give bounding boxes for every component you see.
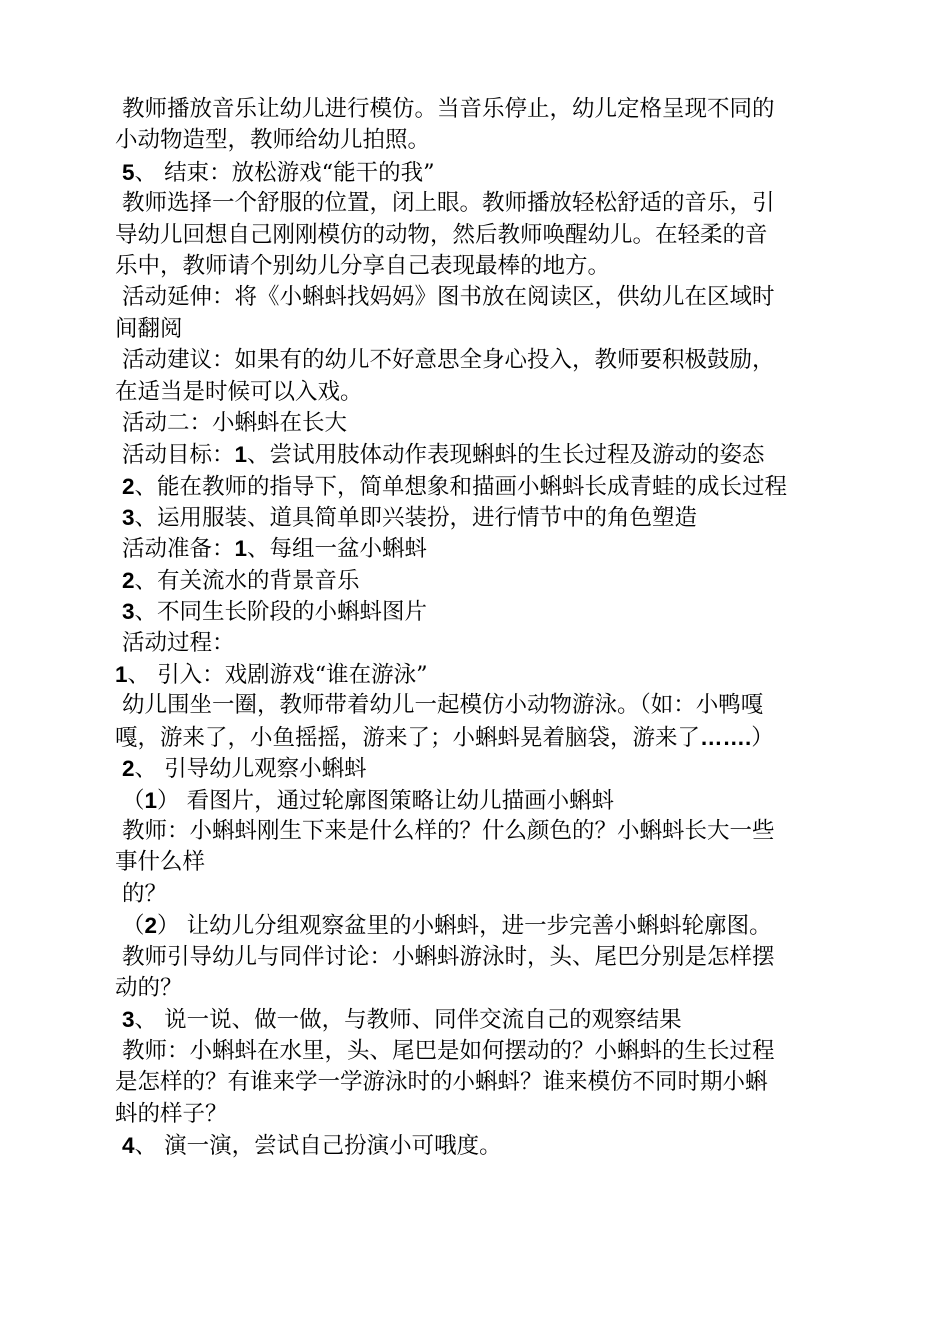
bold-numeral: 2 (122, 567, 135, 593)
text-line-l27: （2） 让幼儿分组观察盆里的小蝌蚪，进一步完善小蝌蚪轮廓图。 (122, 913, 772, 940)
text-line-l18: 活动过程： (122, 629, 235, 656)
bold-numeral: 2 (144, 913, 158, 939)
text-line-l06: 乐中，教师请个别幼儿分享自己表现最棒的地方。 (115, 252, 611, 279)
text-line-l01: 教师播放音乐让幼儿进行模仿。当音乐停止，幼儿定格呈现不同的 (122, 96, 775, 122)
text-line-l04: 教师选择一个舒服的位置，闭上眼。教师播放轻松舒适的音乐，引 (122, 190, 775, 217)
text-line-l26: 的？ (122, 880, 168, 907)
text-line-l32: 是怎样的？有谁来学一学游泳时的小蝌蚪？谁来模仿不同时期小蝌 (115, 1069, 768, 1096)
text-line-l03: 5、 结束：放松游戏“能干的我” (122, 159, 435, 186)
bold-numeral: ……. (700, 724, 752, 750)
text-line-l11: 活动二：小蝌蚪在长大 (122, 409, 348, 436)
bold-numeral: 2 (122, 473, 135, 499)
bold-numeral: 1 (144, 787, 158, 813)
text-line-l16: 2、有关流水的背景音乐 (122, 567, 360, 594)
text-line-l21: 嘎，游来了，小鱼摇摇，游来了；小蝌蚪晃着脑袋，游来了…….） (115, 724, 774, 751)
bold-numeral: 3 (122, 1007, 135, 1033)
text-line-l14: 3、运用服装、道具简单即兴装扮，进行情节中的角色塑造 (122, 505, 698, 532)
text-line-l24: 教师：小蝌蚪刚生下来是什么样的？什么颜色的？小蝌蚪长大一些 (122, 817, 775, 844)
text-line-l29: 动的？ (115, 974, 183, 1001)
text-line-l34: 4、 演一演，尝试自己扮演小可哦度。 (122, 1132, 502, 1159)
bold-numeral: 1 (115, 662, 128, 688)
bold-numeral: 2 (122, 756, 135, 782)
text-line-l25: 事什么样 (115, 849, 206, 876)
text-line-l12: 活动目标：1、尝试用肢体动作表现蝌蚪的生长过程及游动的姿态 (122, 442, 765, 469)
bold-numeral: 1 (234, 442, 248, 468)
text-line-l20: 幼儿围坐一圈，教师带着幼儿一起模仿小动物游泳。（如：小鸭嘎 (122, 692, 764, 719)
text-line-l07: 活动延伸：将《小蝌蚪找妈妈》图书放在阅读区，供幼儿在区域时 (122, 284, 775, 311)
text-line-l23: （1） 看图片，通过轮廓图策略让幼儿描画小蝌蚪 (122, 787, 615, 814)
text-line-l08: 间翻阅 (115, 315, 183, 342)
text-line-l19: 1、 引入：戏剧游戏“谁在游泳” (115, 662, 428, 689)
bold-numeral: 3 (122, 505, 135, 531)
text-line-l15: 活动准备：1、每组一盆小蝌蚪 (122, 536, 428, 563)
bold-numeral: 5 (122, 159, 135, 185)
text-line-l10: 在适当是时候可以入戏。 (115, 378, 363, 405)
bold-numeral: 4 (122, 1132, 135, 1158)
text-line-l28: 教师引导幼儿与同伴讨论：小蝌蚪游泳时，头、尾巴分别是怎样摆 (122, 943, 775, 970)
text-line-l09: 活动建议：如果有的幼儿不好意思全身心投入，教师要积极鼓励， (122, 347, 775, 374)
text-line-l30: 3、 说一说、做一做，与教师、同伴交流自己的观察结果 (122, 1007, 682, 1034)
text-line-l13: 2、能在教师的指导下，简单想象和描画小蝌蚪长成青蛙的成长过程 (122, 473, 788, 500)
text-line-l33: 蚪的样子？ (115, 1100, 228, 1127)
text-line-l02: 小动物造型，教师给幼儿拍照。 (115, 127, 431, 154)
text-line-l22: 2、 引导幼儿观察小蝌蚪 (122, 756, 367, 783)
document-body (115, 94, 835, 1161)
text-line-l31: 教师：小蝌蚪在水里，头、尾巴是如何摆动的？小蝌蚪的生长过程 (122, 1037, 775, 1064)
bold-numeral: 3 (122, 599, 135, 625)
bold-numeral: 1 (234, 536, 248, 562)
text-line-l17: 3、不同生长阶段的小蝌蚪图片 (122, 599, 428, 626)
text-line-l05: 导幼儿回想自己刚刚模仿的动物，然后教师唤醒幼儿。在轻柔的音 (115, 221, 768, 248)
document-page (115, 94, 835, 1161)
